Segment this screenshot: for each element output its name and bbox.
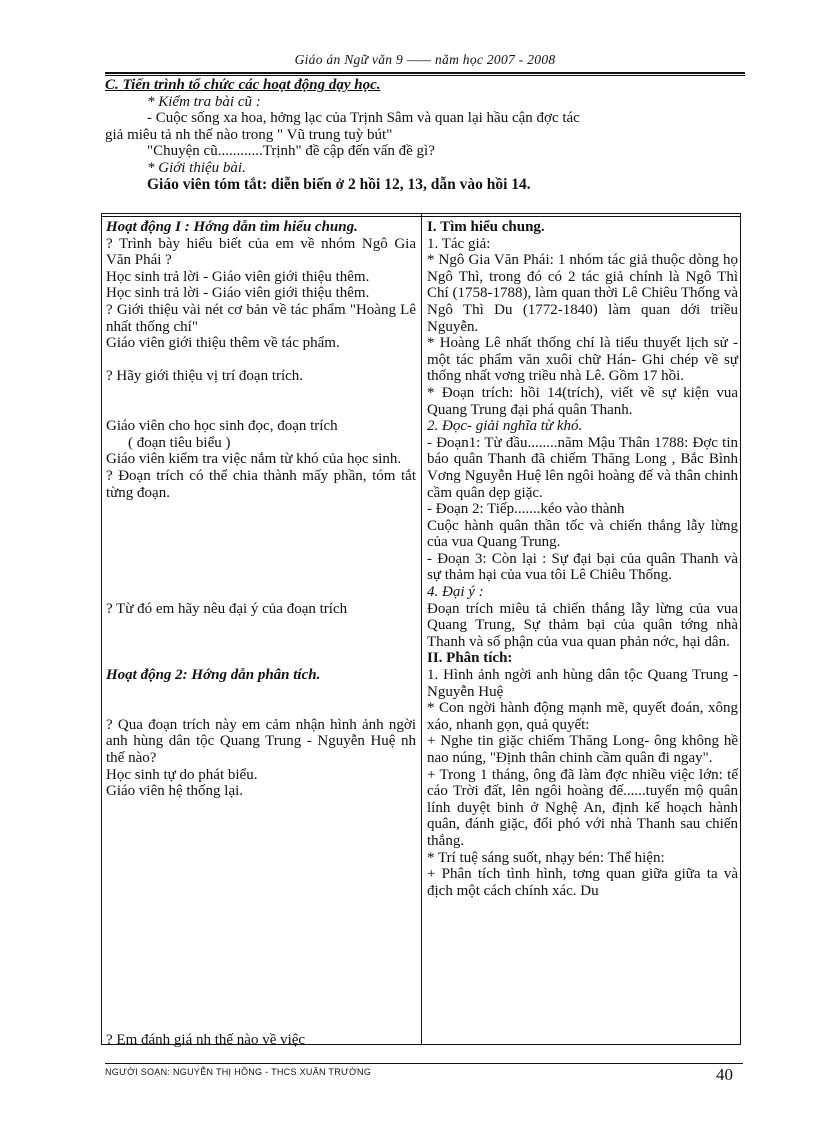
header-rule-thin xyxy=(105,75,745,76)
author-text: * Ngô Gia Văn Phái: 1 nhóm tác giả thuộc dòng họ Ngô Thì, trong đó có 2 tác giả chính là Ngô Thì Chí (1758-1788), làm quan thời Lê Chiêu Thống và Ngô Thì Du (1772-1840) làm quan dới triều Nguyễn. xyxy=(427,252,738,335)
review-question-1a: - Cuộc sống xa hoa, hởng lạc của Trịnh Sâm và quan lại hầu cận đợc tác xyxy=(147,110,580,127)
question-parts: ? Đoạn trích có thể chia thành mấy phần, tóm tắt từng đoạn. xyxy=(106,467,416,501)
question-position: ? Hãy giới thiệu vị trí đoạn trích. xyxy=(106,368,304,385)
check-vocabulary: Giáo viên kiểm tra việc nắm từ khó của học sinh. xyxy=(106,451,402,468)
teacher-systematize: Giáo viên hệ thống lại. xyxy=(106,783,244,800)
subheading-author: 1. Tác giả: xyxy=(427,235,491,252)
header-rule xyxy=(105,72,745,74)
answer-work: Giáo viên giới thiệu thêm về tác phẩm. xyxy=(106,335,340,352)
section-2-heading: II. Phân tích: xyxy=(427,650,513,667)
section-c-heading: C. Tiến trình tổ chức các hoạt động dạy học. xyxy=(105,77,381,93)
footer-author: NGƯỜI SOẠN: NGUYỄN THỊ HỒNG - THCS XUÂN TRƯỜNG xyxy=(105,1067,372,1077)
teacher-activity-column xyxy=(106,219,416,1049)
hero-point-1: * Con ngời hành động mạnh mẽ, quyết đoán, xông xáo, nhanh gọn, quả quyết: xyxy=(427,700,738,733)
activity-2-title: Hoạt động 2: Hớng dẫn phân tích. xyxy=(106,667,321,684)
reading-note: ( đoạn tiêu biểu ) xyxy=(128,434,231,451)
main-idea-text: Đoạn trích miêu tả chiến thắng lẫy lừng của vua Quang Trung, Sự thảm bại của quân tớng nhà Thanh và số phận của vua quan phản nớc, hại dân. xyxy=(427,600,738,650)
subheading-reading: 2. Đọc- giải nghĩa từ khó. xyxy=(427,418,583,435)
part-3: - Đoạn 3: Còn lại : Sự đại bại của quân Thanh và sự thảm hại của vua tôi Lê Chiêu Thống. xyxy=(427,550,738,584)
students-speak: Học sinh tự do phát biểu. xyxy=(106,766,258,783)
question-work: ? Giới thiệu vài nét cơ bản về tác phẩm "Hoàng Lê nhất thống chí" xyxy=(106,301,416,335)
review-question-1b: giả miêu tả nh thế nào trong " Vũ trung tuỳ bút" xyxy=(105,126,393,143)
section-1-heading: I. Tìm hiểu chung. xyxy=(427,219,545,235)
answer-author-1: Học sinh trả lời - Giáo viên giới thiệu thêm. xyxy=(106,268,370,285)
answer-author-2: Học sinh trả lời - Giáo viên giới thiệu thêm. xyxy=(106,285,370,302)
lesson-intro xyxy=(105,77,738,193)
question-hero: ? Qua đoạn trích này em cảm nhận hình ảnh ngời anh hùng dân tộc Quang Trung - Nguyễn Huệ nh thế nào? xyxy=(106,716,416,767)
old-lesson-check: * Kiểm tra bài cũ : xyxy=(147,93,261,110)
hero-point-3: + Trong 1 tháng, ông đã làm đợc nhiều việc lớn: tế cáo Trời đất, lên ngôi hoàng đế......tuyển mộ quân lính duyệt binh ở Nghệ An, định kế hoạch hành quân, đánh giặc, đối phó với nhà Thanh sau chiến thắng. xyxy=(427,766,738,849)
work-text: * Hoàng Lê nhất thống chí là tiểu thuyết lịch sử - một tác phẩm văn xuôi chữ Hán- Ghi chép về sự thống nhất vơng triều nhà Lê. Gồm 17 hồi. xyxy=(427,335,738,385)
teacher-summary: Giáo viên tóm tắt: diễn biến ở 2 hồi 12, 13, dẫn vào hồi 14. xyxy=(147,175,531,193)
hero-point-5: + Phân tích tình hình, tơng quan giữa giữa ta và địch một cách chính xác. Du xyxy=(427,866,738,899)
page-number: 40 xyxy=(716,1065,733,1084)
reading-instruction: Giáo viên cho học sinh đọc, đoạn trích xyxy=(106,418,338,435)
subheading-main-idea: 4. Đại ý : xyxy=(427,584,484,601)
footer-rule xyxy=(105,1063,743,1064)
question-author: ? Trình bày hiểu biết của em về nhóm Ngô Gia Văn Phái ? xyxy=(106,235,416,269)
subheading-hero: 1. Hình ảnh ngời anh hùng dân tộc Quang Trung - Nguyễn Huệ xyxy=(427,667,738,700)
question-evaluate: ? Em đánh giá nh thế nào về việc xyxy=(106,1032,306,1049)
new-lesson-intro: * Giới thiệu bài. xyxy=(147,159,246,176)
lesson-table xyxy=(101,213,741,1049)
part-2: - Đoạn 2: Tiếp.......kéo vào thành xyxy=(427,501,625,518)
content-column xyxy=(427,219,738,899)
excerpt-text: * Đoạn trích: hồi 14(trích), viết về sự kiện vua Quang Trung đại phá quân Thanh. xyxy=(427,384,738,418)
hero-point-4: * Trí tuệ sáng suốt, nhạy bén: Thể hiện: xyxy=(427,849,665,866)
hero-point-2: + Nghe tin giặc chiếm Thăng Long- ông không hề nao núng, "Định thân chinh cầm quân đi ngay". xyxy=(427,733,738,766)
table-column-divider xyxy=(421,214,422,1044)
part-2-description: Cuộc hành quân thần tốc và chiến thắng lẫy lừng của vua Quang Trung. xyxy=(427,517,738,551)
page-header-title: Giáo án Ngữ văn 9 —— năm học 2007 - 2008 xyxy=(294,52,556,67)
activity-1-title: Hoạt động I : Hớng dẫn tìm hiểu chung. xyxy=(106,219,358,235)
review-question-2: "Chuyện cũ............Trịnh" đề cập đến vấn đề gì? xyxy=(147,143,435,160)
question-main-idea: ? Từ đó em hãy nêu đại ý của đoạn trích xyxy=(106,600,348,617)
part-1: - Đoạn1: Từ đầu........năm Mậu Thân 1788: Đợc tin báo quân Thanh đã chiếm Thăng Long , Bắc Bình Vơng Nguyễn Huệ lên ngôi hoàng đế và thân chinh cầm quân dẹp giặc. xyxy=(427,434,738,501)
